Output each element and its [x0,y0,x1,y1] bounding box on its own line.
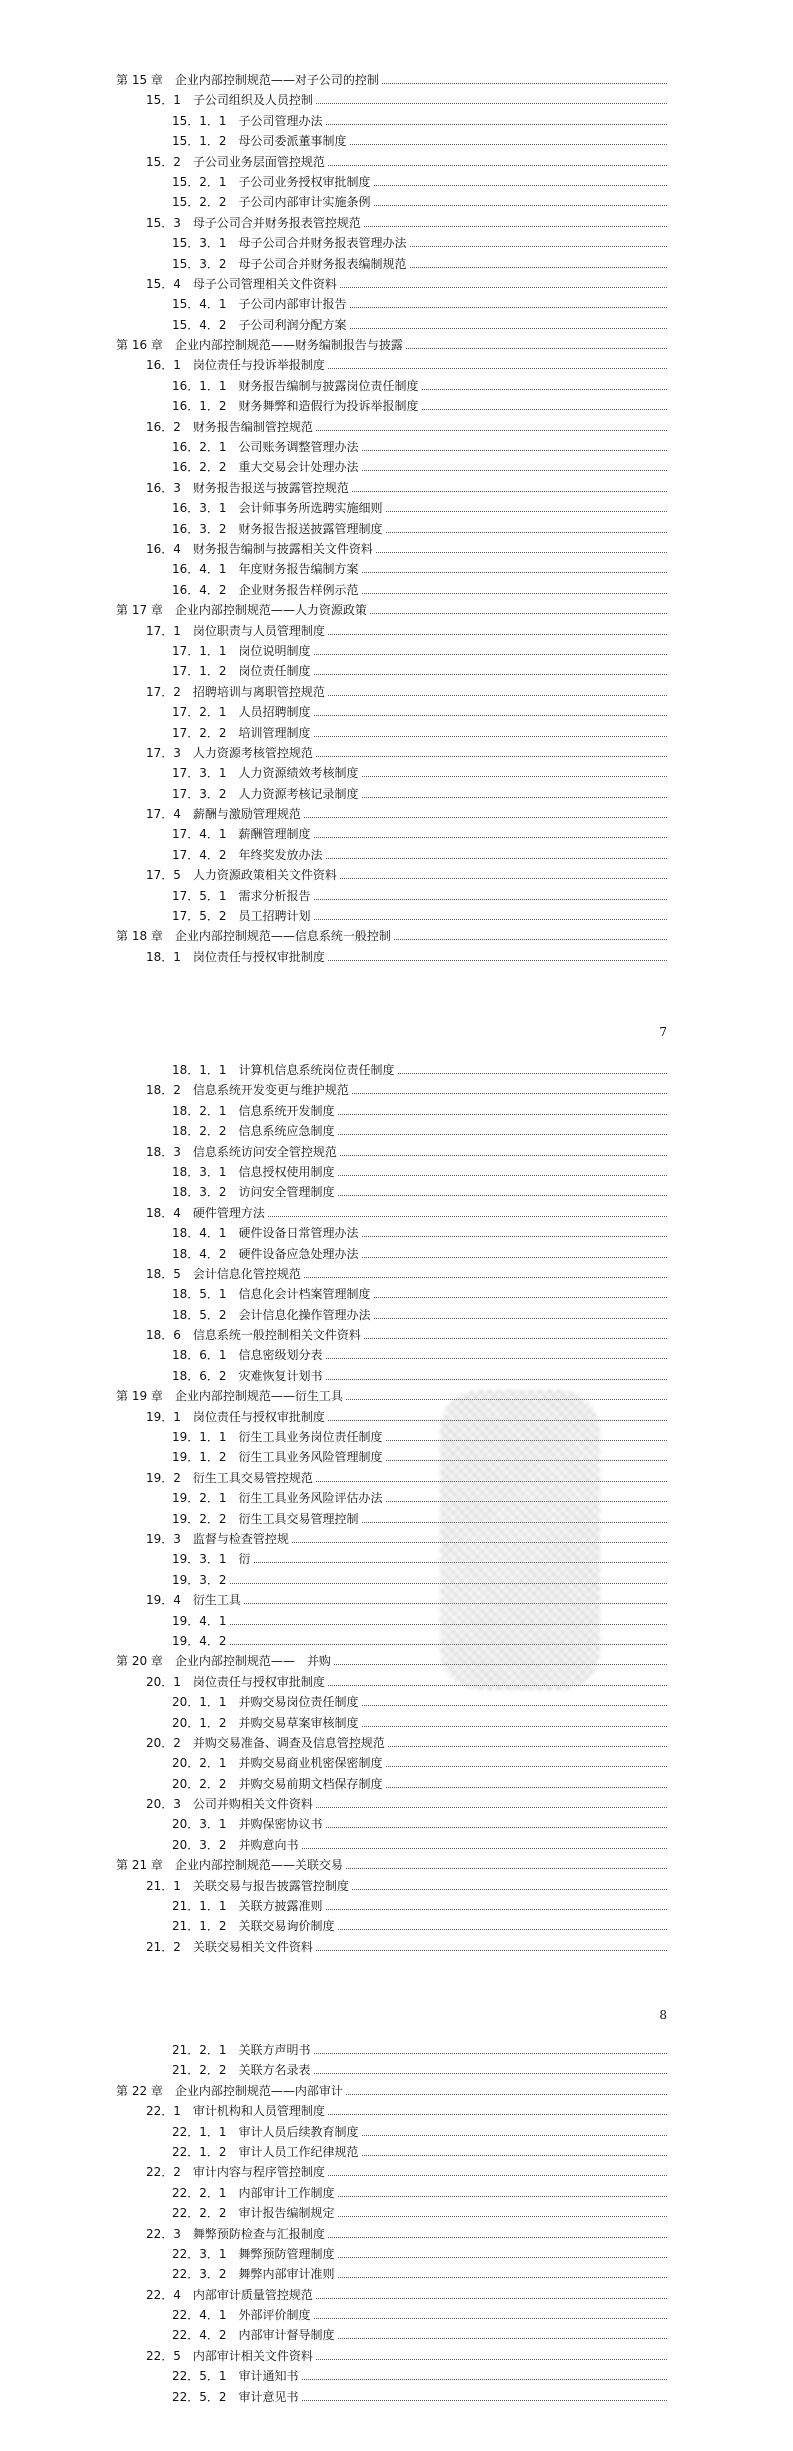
toc-subsection [0,824,793,844]
toc-subsection [0,1570,793,1590]
toc-entry-label: 22．5 内部审计相关文件资料 [146,2346,315,2366]
toc-subsection [0,1713,793,1733]
toc-subsection [0,702,793,722]
toc-subsection [0,1427,793,1447]
toc-entry-label: 20．2．1 并购交易商业机密保密制度 [172,1753,385,1773]
toc-entry-label: 20．3．2 并购意向书 [172,1835,301,1855]
toc-section [0,1325,793,1345]
toc-chapter [0,926,793,946]
toc-entry-label: 18．6．1 信息密级划分表 [172,1345,325,1365]
toc-subsection [0,1182,793,1202]
stamp-watermark [440,1390,600,1690]
toc-chapter [0,335,793,355]
toc-entry-label: 15．2．1 子公司业务授权审批制度 [172,172,373,192]
toc-entry-label: 16．2．1 公司账务调整管理办法 [172,437,361,457]
toc-entry-label: 21．1．2 关联交易询价制度 [172,1916,337,1936]
toc-entry-label: 19．4．1 [172,1611,229,1631]
toc-entry-label: 19．3 监督与检查管控规 [146,1529,291,1549]
toc-entry-label: 19．1．2 衍生工具业务风险管理制度 [172,1447,385,1467]
toc-subsection [0,1753,793,1773]
toc-subsection [0,2366,793,2386]
toc-subsection [0,1101,793,1121]
toc-subsection [0,2325,793,2345]
toc-entry-label: 18．5 会计信息化管控规范 [146,1264,303,1284]
toc-subsection [0,1305,793,1325]
toc-entry-label: 16．2．2 重大交易会计处理办法 [172,457,361,477]
toc-subsection [0,1611,793,1631]
toc-entry-label: 22．2．2 审计报告编制规定 [172,2203,337,2223]
toc-section [0,1468,793,1488]
toc-entry-label: 17．4．2 年终奖发放办法 [172,845,325,865]
toc-entry-label: 第 15 章 企业内部控制规范——对子公司的控制 [116,70,381,90]
toc-subsection [0,1814,793,1834]
toc-section [0,1264,793,1284]
toc-entry-label: 17．3 人力资源考核管控规范 [146,743,315,763]
toc-subsection [0,2142,793,2162]
toc-section [0,2285,793,2305]
toc-subsection [0,1284,793,1304]
toc-entry-label: 15．4．1 子公司内部审计报告 [172,294,349,314]
toc-entry-label: 21．2 关联交易相关文件资料 [146,1937,315,1957]
toc-entry-label: 15．1．2 母公司委派董事制度 [172,131,349,151]
toc-subsection [0,1366,793,1386]
toc-entry-label: 18．6．2 灾难恢复计划书 [172,1366,325,1386]
toc-entry-label: 第 18 章 企业内部控制规范——信息系统一般控制 [116,926,393,946]
toc-entry-label: 第 22 章 企业内部控制规范——内部审计 [116,2081,345,2101]
toc-chapter [0,2081,793,2101]
toc-entry-label: 15．3 母子公司合并财务报表管控规范 [146,213,363,233]
toc-entry-label: 20．2 并购交易准备、调查及信息管控规范 [146,1733,387,1753]
toc-subsection [0,172,793,192]
toc-subsection [0,723,793,743]
toc-entry-label: 22．1 审计机构和人员管理制度 [146,2101,327,2121]
toc-chapter [0,1386,793,1406]
toc-section [0,152,793,172]
toc-subsection [0,845,793,865]
toc-entry-label: 19．4．2 [172,1631,229,1651]
toc-entry-label: 22．1．1 审计人员后续教育制度 [172,2122,361,2142]
toc-entry-label: 16．3．1 会计师事务所选聘实施细则 [172,498,385,518]
toc-subsection [0,1835,793,1855]
toc-chapter [0,70,793,90]
toc-entry-label: 21．1．1 关联方披露准则 [172,1896,325,1916]
toc-entry-label: 18．3 信息系统访问安全管控规范 [146,1142,339,1162]
toc-section [0,2346,793,2366]
toc-entry-label: 17．4 薪酬与激励管理规范 [146,804,303,824]
toc-subsection [0,519,793,539]
toc-subsection [0,559,793,579]
toc-subsection [0,131,793,151]
toc-section [0,417,793,437]
toc-subsection [0,1223,793,1243]
toc-subsection [0,2203,793,2223]
toc-subsection [0,111,793,131]
toc-entry-label: 20．2．2 并购交易前期文档保存制度 [172,1774,385,1794]
toc-entry-label: 18．4．1 硬件设备日常管理办法 [172,1223,361,1243]
toc-section [0,743,793,763]
toc-section [0,865,793,885]
toc-entry-label: 15．3．2 母子公司合并财务报表编制规范 [172,254,409,274]
toc-entry-label: 18．3．2 访问安全管理制度 [172,1182,337,1202]
toc-subsection [0,233,793,253]
toc-subsection [0,1447,793,1467]
toc-entry-label: 17．2．1 人员招聘制度 [172,702,313,722]
toc-subsection [0,1631,793,1651]
toc-entry-label: 21．1 关联交易与报告披露管控制度 [146,1876,351,1896]
toc-subsection [0,784,793,804]
toc-subsection [0,661,793,681]
toc-subsection [0,2244,793,2264]
toc-entry-label: 18．4 硬件管理方法 [146,1203,267,1223]
toc-entry-label: 15．2．2 子公司内部审计实施条例 [172,192,373,212]
toc-subsection [0,1916,793,1936]
toc-entry-label: 18．6 信息系统一般控制相关文件资料 [146,1325,363,1345]
toc-entry-label: 18．4．2 硬件设备应急处理办法 [172,1244,361,1264]
toc-section [0,1794,793,1814]
toc-entry-label: 18．5．2 会计信息化操作管理办法 [172,1305,373,1325]
toc-subsection [0,2387,793,2407]
toc-subsection [0,763,793,783]
toc-subsection [0,906,793,926]
toc-entry-label: 22．2 审计内容与程序管控制度 [146,2162,327,2182]
toc-entry-label: 18．3．1 信息授权使用制度 [172,1162,337,1182]
toc-entry-label: 19．3．2 [172,1570,229,1590]
toc-entry-label: 18．2．1 信息系统开发制度 [172,1101,337,1121]
toc-section [0,1672,793,1692]
toc-subsection [0,498,793,518]
toc-subsection [0,2305,793,2325]
toc-section [0,1529,793,1549]
toc-entry-label: 21．2．2 关联方名录表 [172,2060,313,2080]
toc-section [0,539,793,559]
toc-subsection [0,1774,793,1794]
toc-entry-label: 22．5．1 审计通知书 [172,2366,301,2386]
toc-subsection [0,294,793,314]
toc-entry-label: 20．3．1 并购保密协议书 [172,1814,325,1834]
toc-entry-label: 15．1 子公司组织及人员控制 [146,90,315,110]
toc-entry-label: 16．4．2 企业财务报告样例示范 [172,580,361,600]
toc-entry-label: 18．5．1 信息化会计档案管理制度 [172,1284,373,1304]
toc-subsection [0,2040,793,2060]
toc-subsection [0,580,793,600]
toc-entry-label: 22．3．1 舞弊预防管理制度 [172,2244,337,2264]
toc-entry-label: 19．2 衍生工具交易管控规范 [146,1468,315,1488]
toc-section [0,1142,793,1162]
toc-section [0,2162,793,2182]
toc-entry-label: 22．4．2 内部审计督导制度 [172,2325,337,2345]
toc-entry-label: 22．3 舞弊预防检查与汇报制度 [146,2224,327,2244]
page-number: 7 [659,1025,667,1039]
toc-section [0,213,793,233]
toc-subsection [0,457,793,477]
toc-entry-label: 第 17 章 企业内部控制规范——人力资源政策 [116,600,369,620]
toc-entry-label: 19．1．1 衍生工具业务岗位责任制度 [172,1427,385,1447]
toc-page-1 [0,70,793,967]
toc-entry-label: 17．3．2 人力资源考核记录制度 [172,784,361,804]
toc-chapter [0,600,793,620]
toc-entry-label: 19．4 衍生工具 [146,1590,243,1610]
toc-entry-label: 17．2．2 培训管理制度 [172,723,313,743]
toc-entry-label: 20．1 岗位责任与授权审批制度 [146,1672,327,1692]
toc-entry-label: 18．2．2 信息系统应急制度 [172,1121,337,1141]
toc-entry-label: 21．2．1 关联方声明书 [172,2040,313,2060]
toc-section [0,804,793,824]
toc-entry-label: 19．2．2 衍生工具交易管理控制 [172,1509,361,1529]
toc-entry-label: 16．1．1 财务报告编制与披露岗位责任制度 [172,376,421,396]
toc-subsection [0,192,793,212]
toc-section [0,478,793,498]
toc-subsection [0,315,793,335]
toc-entry-label: 15．3．1 母子公司合并财务报表管理办法 [172,233,409,253]
toc-subsection [0,1692,793,1712]
toc-entry-label: 17．5．2 员工招聘计划 [172,906,313,926]
toc-subsection [0,1488,793,1508]
toc-entry-label: 16．3 财务报告报送与披露管控规范 [146,478,351,498]
toc-subsection [0,437,793,457]
toc-entry-label: 16．1．2 财务舞弊和造假行为投诉举报制度 [172,396,421,416]
toc-entry-label: 22．5．2 审计意见书 [172,2387,301,2407]
toc-entry-label: 17．1．2 岗位责任制度 [172,661,313,681]
toc-subsection [0,1060,793,1080]
toc-entry-label: 18．2 信息系统开发变更与维护规范 [146,1080,351,1100]
toc-section [0,2101,793,2121]
toc-section [0,621,793,641]
toc-entry-label: 16．4．1 年度财务报告编制方案 [172,559,361,579]
toc-entry-label: 16．2 财务报告编制管控规范 [146,417,315,437]
toc-section [0,1203,793,1223]
toc-section [0,1080,793,1100]
toc-section [0,1590,793,1610]
toc-chapter [0,1855,793,1875]
toc-entry-label: 17．5．1 需求分析报告 [172,886,313,906]
toc-entry-label: 17．1．1 岗位说明制度 [172,641,313,661]
toc-subsection [0,2122,793,2142]
toc-section [0,2224,793,2244]
toc-subsection [0,396,793,416]
toc-subsection [0,1509,793,1529]
toc-subsection [0,1549,793,1569]
toc-subsection [0,886,793,906]
toc-entry-label: 22．2．1 内部审计工作制度 [172,2183,337,2203]
toc-subsection [0,2060,793,2080]
toc-subsection [0,1345,793,1365]
toc-section [0,274,793,294]
toc-entry-label: 第 19 章 企业内部控制规范——衍生工具 [116,1386,345,1406]
toc-entry-label: 16．3．2 财务报告报送披露管理制度 [172,519,385,539]
toc-entry-label: 第 20 章 企业内部控制规范—— 并购 [116,1651,333,1671]
toc-subsection [0,1896,793,1916]
toc-entry-label: 19．2．1 衍生工具业务风险评估办法 [172,1488,385,1508]
toc-entry-label: 15．1．1 子公司管理办法 [172,111,325,131]
toc-subsection [0,1121,793,1141]
toc-entry-label: 20．1．1 并购交易岗位责任制度 [172,1692,361,1712]
toc-subsection [0,2183,793,2203]
toc-subsection [0,1244,793,1264]
toc-section [0,1937,793,1957]
toc-section [0,1733,793,1753]
page-number: 8 [659,2008,667,2022]
toc-entry-label: 16．1 岗位责任与投诉举报制度 [146,355,327,375]
toc-entry-label: 15．4．2 子公司利润分配方案 [172,315,349,335]
toc-entry-label: 18．1．1 计算机信息系统岗位责任制度 [172,1060,397,1080]
toc-entry-label: 19．1 岗位责任与授权审批制度 [146,1407,327,1427]
toc-entry-label: 22．4 内部审计质量管控规范 [146,2285,315,2305]
toc-subsection [0,2264,793,2284]
toc-entry-label: 18．1 岗位责任与授权审批制度 [146,947,327,967]
toc-entry-label: 20．1．2 并购交易草案审核制度 [172,1713,361,1733]
toc-entry-label: 17．2 招聘培训与离职管控规范 [146,682,327,702]
toc-entry-label: 20．3 公司并购相关文件资料 [146,1794,315,1814]
toc-entry-label: 22．3．2 舞弊内部审计准则 [172,2264,337,2284]
toc-page-2 [0,1060,793,1957]
toc-entry-label: 第 16 章 企业内部控制规范——财务编制报告与披露 [116,335,405,355]
toc-entry-label: 17．4．1 薪酬管理制度 [172,824,313,844]
toc-subsection [0,1162,793,1182]
toc-section [0,1407,793,1427]
toc-entry-label: 17．3．1 人力资源绩效考核制度 [172,763,361,783]
toc-entry-label: 22．1．2 审计人员工作纪律规范 [172,2142,361,2162]
toc-page-3 [0,2040,793,2407]
toc-chapter [0,1651,793,1671]
toc-entry-label: 第 21 章 企业内部控制规范——关联交易 [116,1855,345,1875]
toc-subsection [0,376,793,396]
toc-subsection [0,254,793,274]
toc-section [0,90,793,110]
toc-section [0,1876,793,1896]
toc-section [0,947,793,967]
toc-section [0,682,793,702]
toc-entry-label: 15．2 子公司业务层面管控规范 [146,152,327,172]
toc-entry-label: 17．1 岗位职责与人员管理制度 [146,621,327,641]
toc-section [0,355,793,375]
toc-entry-label: 19．3．1 衍 [172,1549,253,1569]
toc-entry-label: 22．4．1 外部评价制度 [172,2305,313,2325]
toc-entry-label: 15．4 母子公司管理相关文件资料 [146,274,339,294]
toc-subsection [0,641,793,661]
toc-entry-label: 17．5 人力资源政策相关文件资料 [146,865,339,885]
toc-entry-label: 16．4 财务报告编制与披露相关文件资料 [146,539,375,559]
